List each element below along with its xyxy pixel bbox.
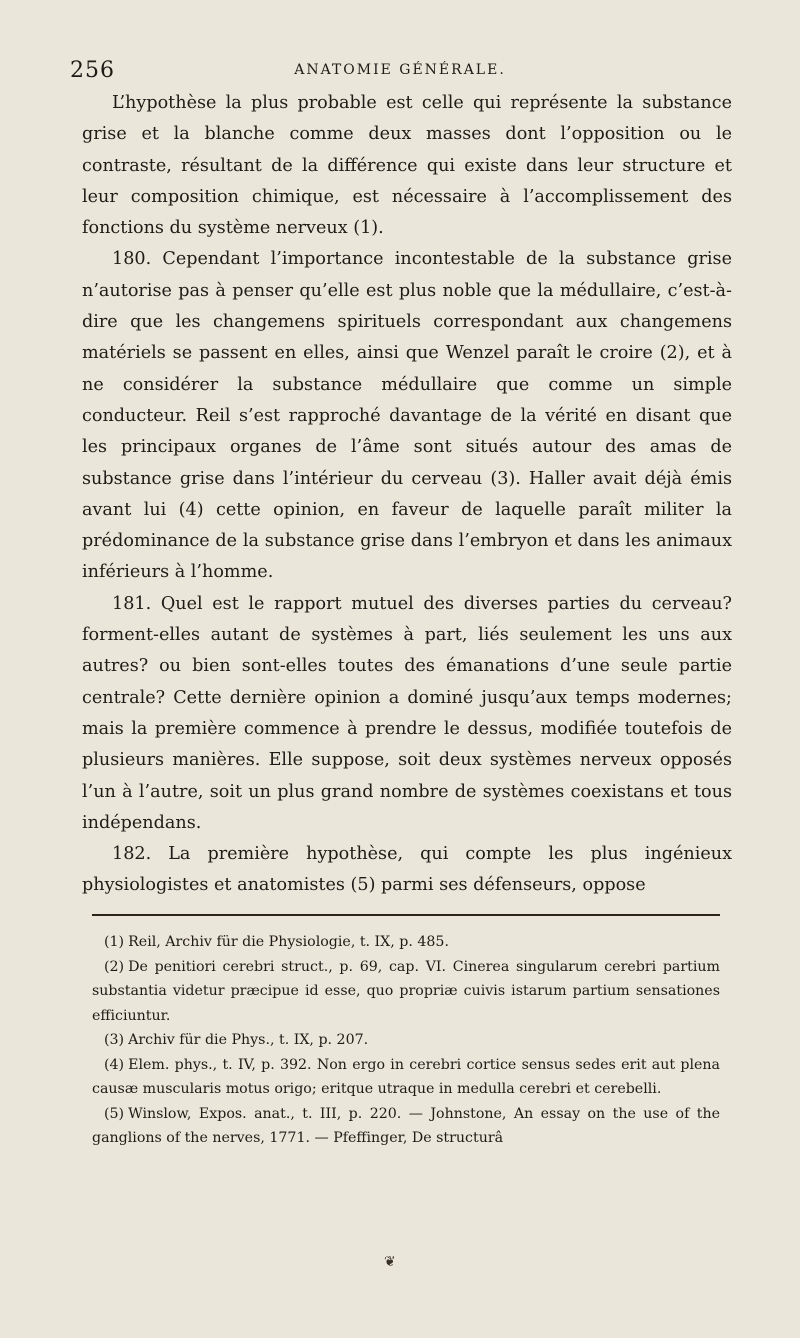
footnote-4 [92,1053,720,1102]
paragraph-181: 181. Quel est le rapport mutuel des diverses parties du cerveau? forment-elles autant de systèmes à part, liés seulement les uns aux autres? ou bien sont-elles toutes des émanations d’une seule partie centrale? Cette dernière opinion a dominé jusqu’aux temps modernes; mais la première commence à prendre le dessus, modifiée toutefois de plusieurs manières. Elle suppose, soit deux systèmes nerveux opposés l’un à l’autre, soit un plus grand nombre de systèmes coexistans et tous indépendans. [82,593,732,833]
footnote-2 [92,955,720,1029]
footnote-number: (4) [104,1056,125,1073]
footnote-text: Archiv für die Phys., t. IX, p. 207. [128,1032,369,1048]
page-header [70,58,730,82]
footnote-text: Elem. phys., t. IV, p. 392. Non ergo in cerebri cortice sensus sedes erit aut plena causæ muscularis motus origo; eritque utraque in medulla cerebri et cerebelli. [92,1056,720,1097]
footnote-1 [92,930,720,955]
footnote-text: De penitiori cerebri struct., p. 69, cap. VI. Cinerea singularum cerebri partium substantia videtur præcipue id esse, quo propriæ cuivis istarum partium sensationes efficiuntur. [92,958,720,1024]
footnote-text: Reil, Archiv für die Physiologie, t. IX, p. 485. [128,934,449,950]
running-title: ANATOMIE GÉNÉRALE. [294,62,506,78]
body-text [82,88,732,902]
footnote-rule [92,914,720,916]
footnote-number: (3) [104,1032,125,1048]
footnote-number: (1) [104,934,125,950]
ornament-icon: ❦ [384,1254,396,1270]
footnote-number: (2) [104,958,125,975]
paragraph-180: 180. Cependant l’importance incontestable de la substance grise n’autorise pas à penser qu’elle est plus noble que la médullaire, c’est-à-dire que les changemens spirituels correspondant aux changemens matériels se passent en elles, ainsi que Wenzel paraît le croire (2), et à ne considérer la substance médullaire que comme un simple conducteur. Reil s’est rapproché davantage de la vérité en disant que les principaux organes de l’âme sont situés autour des amas de substance grise dans l’intérieur du cerveau (3). Haller avait déjà émis avant lui (4) cette opinion, en faveur de laquelle paraît militer la prédominance de la substance grise dans l’embryon et dans les animaux inférieurs à l’homme. [82,249,732,583]
footnote-5 [92,1102,720,1151]
footnote-number: (5) [104,1105,125,1122]
footnote-3 [92,1028,720,1053]
footnote-text: Winslow, Expos. anat., t. III, p. 220. — Johnstone, An essay on the use of the ganglions of the nerves, 1771. — Pfeffinger, De structurâ [92,1105,720,1146]
footnotes [92,930,720,1151]
paragraph-intro: L’hypothèse la plus probable est celle qui représente la substance grise et la blanche comme deux masses dont l’opposition ou le contraste, résultant de la différence qui existe dans leur structure et leur composition chimique, est nécessaire à l’accomplissement des fonctions du système nerveux (1). [82,93,732,239]
page-number: 256 [70,58,115,83]
paragraph-182: 182. La première hypothèse, qui compte les plus ingénieux physiologistes et anatomistes (5) parmi ses défenseurs, oppose [82,844,732,896]
